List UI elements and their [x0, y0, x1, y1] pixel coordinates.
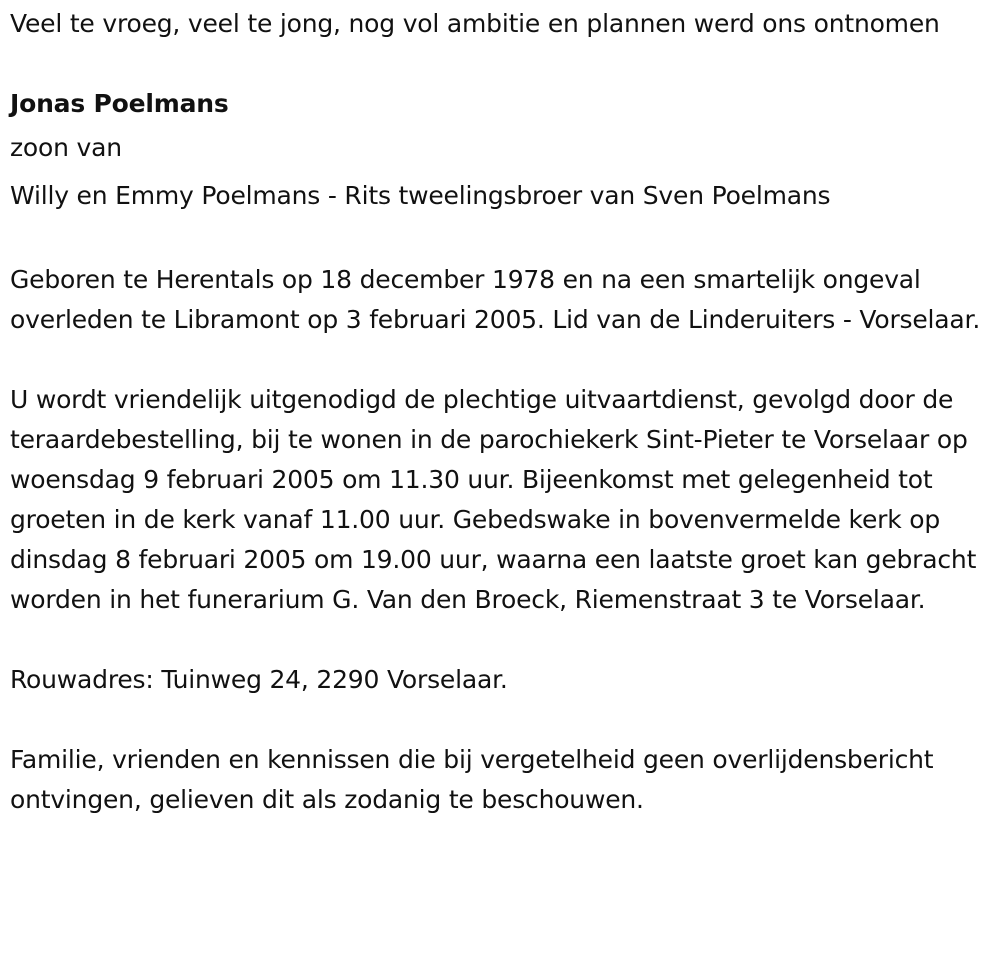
obituary-notice [10, 4, 992, 820]
intro-text: Veel te vroeg, veel te jong, nog vol ambitie en plannen werd ons ontnomen [10, 9, 940, 38]
parents-text: Willy en Emmy Poelmans - Rits tweelingsbroer van Sven Poelmans [10, 181, 831, 210]
birth-death-text: Geboren te Herentals op 18 december 1978 en na een smartelijk ongeval overleden te Libramont op 3 februari 2005. Lid van de Linderuiters - Vorselaar. [10, 265, 981, 334]
invitation-text: U wordt vriendelijk uitgenodigd de plechtige uitvaartdienst, gevolgd door de teraardebestelling, bij te wonen in de parochiekerk Sint-Pieter te Vorselaar op woensdag 9 februari 2005 om 11.30 uur. Bijeenkomst met gelegenheid tot groeten in de kerk vanaf 11.00 uur. Gebedswake in bovenvermelde kerk op dinsdag 8 februari 2005 om 19.00 uur, waarna een laatste groet kan gebracht worden in het funerarium G. Van den Broeck, Riemenstraat 3 te Vorselaar. [10, 385, 977, 614]
deceased-name: Jonas Poelmans [10, 89, 229, 118]
closing-text: Familie, vrienden en kennissen die bij vergetelheid geen overlijdensbericht ontvingen, gelieven dit als zodanig te beschouwen. [10, 745, 934, 814]
relation-text: zoon van [10, 133, 122, 162]
address-text: Rouwadres: Tuinweg 24, 2290 Vorselaar. [10, 665, 508, 694]
